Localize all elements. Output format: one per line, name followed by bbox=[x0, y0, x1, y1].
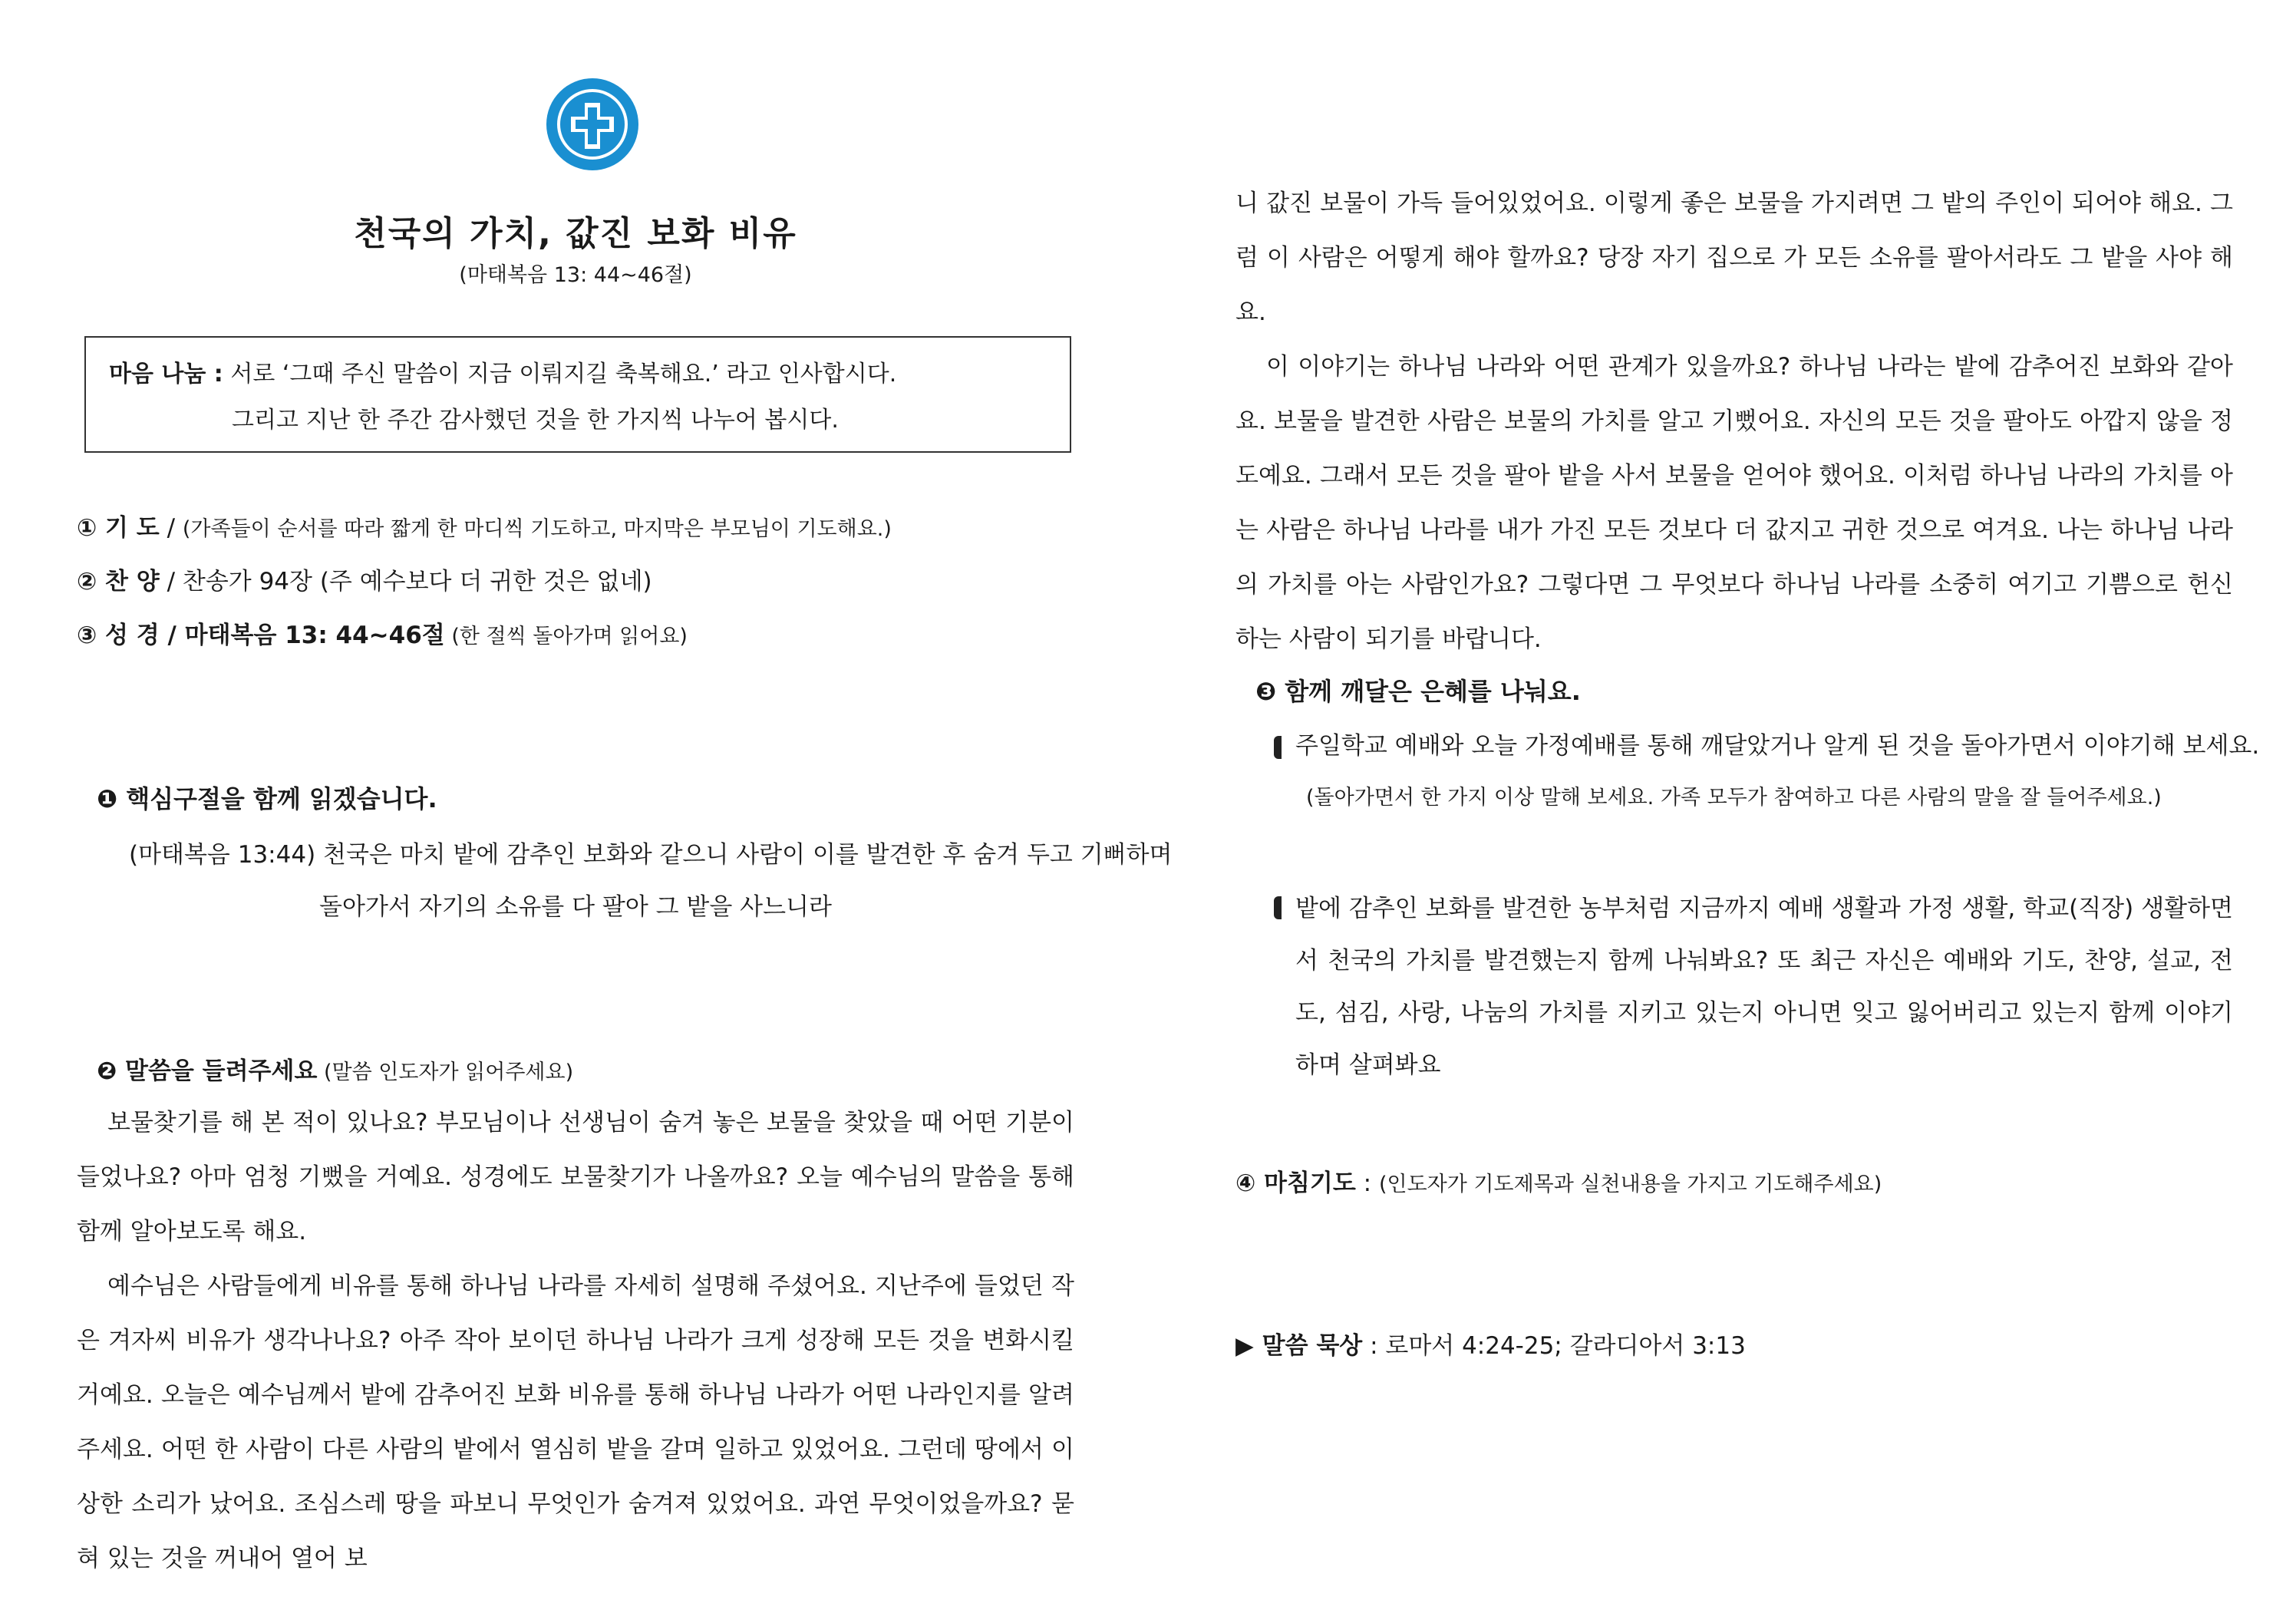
share-box bbox=[84, 336, 1071, 453]
bullet-icon bbox=[1274, 896, 1282, 919]
prayer-note: (가족들이 순서를 따라 짧게 한 마디씩 기도하고, 마지막은 부모님이 기도해요.) bbox=[182, 517, 892, 541]
prayer-line bbox=[77, 508, 892, 543]
share-label: 마음 나눔 : bbox=[109, 361, 223, 388]
praise-text: 찬송가 94장 (주 예수보다 더 귀한 것은 없네) bbox=[182, 568, 652, 595]
scripture-label: ③ 성 경 / bbox=[77, 622, 176, 649]
sermon-continued bbox=[1235, 176, 2233, 667]
praise-line bbox=[77, 562, 652, 596]
meditation-line bbox=[1235, 1326, 1746, 1361]
share-box-line-1 bbox=[109, 351, 1047, 398]
page-title: 천국의 가치, 값진 보화 비유 bbox=[354, 214, 797, 253]
praise-label: ② 찬 양 bbox=[77, 568, 160, 595]
sermon-text bbox=[77, 1096, 1074, 1586]
sermon-note: (말씀 인도자가 읽어주세요) bbox=[317, 1061, 574, 1084]
grace-q2-text: 밭에 감추인 보화를 발견한 농부처럼 지금까지 예배 생활과 가정 생활, 학교(직장) 생활하면서 천국의 가치를 발견했는지 함께 나눠봐요? 또 최근 자신은 예배와 기도, 찬양, 설교, 전도, 섬김, 사랑, 나눔의 가치를 지키고 있는지 아니면 잊고 잃어버리고 있는지 함께 이야기하며 살펴봐요 bbox=[1295, 895, 2233, 1079]
meditation-label: ▶ 말씀 묵상 bbox=[1235, 1332, 1363, 1360]
key-verse-line-1: (마태복음 13:44) 천국은 마치 밭에 감추인 보화와 같으니 사람이 이를 발견한 후 숨겨 두고 기뻐하며 bbox=[129, 841, 1173, 869]
closing-label: ④ 마침기도 bbox=[1235, 1169, 1356, 1197]
grace-heading: ❸ 함께 깨달은 은혜를 나눠요. bbox=[1255, 677, 1581, 706]
closing-note: (인도자가 기도제목과 실천내용을 가지고 기도해주세요) bbox=[1378, 1173, 1882, 1196]
scripture-line bbox=[77, 615, 688, 650]
grace-question-1 bbox=[1274, 720, 2260, 824]
prayer-label: ① 기 도 bbox=[77, 514, 160, 542]
closing-prayer-line bbox=[1235, 1163, 1882, 1198]
page-subtitle: (마태복음 13: 44~46절) bbox=[459, 263, 692, 287]
closing-sep: : bbox=[1355, 1169, 1379, 1197]
right-paragraph-1: 니 값진 보물이 가득 들어있었어요. 이렇게 좋은 보물을 가지려면 그 밭의 주인이 되어야 해요. 그럼 이 사람은 어떻게 해야 할까요? 당장 자기 집으로 가 모든 소유를 팔아서라도 그 밭을 사야 해요. bbox=[1235, 190, 2233, 326]
grace-q1-note: (돌아가면서 한 가지 이상 말해 보세요. 가족 모두가 참여하고 다른 사람의 말을 잘 들어주세요.) bbox=[1306, 786, 2162, 810]
sermon-heading: ❷ 말씀을 들려주세요 bbox=[97, 1057, 318, 1085]
grace-q1-text: 주일학교 예배와 오늘 가정예배를 통해 깨달았거나 알게 된 것을 돌아가면서 이야기해 보세요. bbox=[1295, 732, 2260, 760]
church-logo bbox=[545, 77, 640, 172]
key-verse-line-2: 돌아가서 자기의 소유를 다 팔아 그 밭을 사느니라 bbox=[319, 893, 832, 921]
scripture-ref: 마태복음 13: 44~46절 bbox=[176, 622, 445, 649]
praise-sep: / bbox=[159, 568, 183, 595]
right-paragraph-2: 이 이야기는 하나님 나라와 어떤 관계가 있을까요? 하나님 나라는 밭에 감추어진 보화와 같아요. 보물을 발견한 사람은 보물의 가치를 알고 기뻤어요. 자신의 모든 것을 팔아도 아깝지 않을 정도예요. 그래서 모든 것을 팔아 밭을 사서 보물을 얻어야 했어요. 이처럼 하나님 나라의 가치를 아는 사람은 하나님 나라를 내가 가진 모든 것보다 더 값지고 귀한 것으로 여겨요. 나는 하나님 나라의 가치를 아는 사람인가요? 그렇다면 그 무엇보다 하나님 나라를 소중히 여기고 기쁨으로 헌신하는 사람이 되기를 바랍니다. bbox=[1235, 353, 2233, 653]
sermon-heading-line bbox=[97, 1051, 573, 1086]
prayer-sep: / bbox=[159, 514, 183, 542]
share-text-2: 그리고 지난 한 주간 감사했던 것을 한 가지씩 나누어 봅시다. bbox=[232, 407, 839, 434]
key-verse-heading: ❶ 핵심구절을 함께 읽겠습니다. bbox=[97, 784, 437, 813]
scripture-note: (한 절씩 돌아가며 읽어요) bbox=[444, 625, 688, 648]
bullet-icon bbox=[1274, 736, 1282, 759]
meditation-text: : 로마서 4:24-25; 갈라디아서 3:13 bbox=[1362, 1332, 1746, 1360]
share-text-1: 서로 ‘그때 주신 말씀이 지금 이뤄지길 축복해요.’ 라고 인사합시다. bbox=[223, 361, 897, 388]
sermon-paragraph-1: 보물찾기를 해 본 적이 있나요? 부모님이나 선생님이 숨겨 놓은 보물을 찾았을 때 어떤 기분이 들었나요? 아마 엄청 기뻤을 거예요. 성경에도 보물찾기가 나올까요? 오늘 예수님의 말씀을 통해 함께 알아보도록 해요. bbox=[77, 1109, 1074, 1245]
grace-q1-line bbox=[1274, 720, 2260, 772]
sermon-paragraph-2: 예수님은 사람들에게 비유를 통해 하나님 나라를 자세히 설명해 주셨어요. 지난주에 들었던 작은 겨자씨 비유가 생각나나요? 아주 작아 보이던 하나님 나라가 크게 성장해 모든 것을 변화시킬 거예요. 오늘은 예수님께서 밭에 감추어진 보화 비유를 통해 하나님 나라가 어떤 나라인지를 알려 주세요. 어떤 한 사람이 다른 사람의 밭에서 열심히 밭을 갈며 일하고 있었어요. 그런데 땅에서 이상한 소리가 났어요. 조심스레 땅을 파보니 무엇인가 숨겨져 있었어요. 과연 무엇이었을까요? 묻혀 있는 것을 꺼내어 열어 보 bbox=[77, 1272, 1075, 1572]
grace-question-2 bbox=[1274, 882, 2233, 1091]
